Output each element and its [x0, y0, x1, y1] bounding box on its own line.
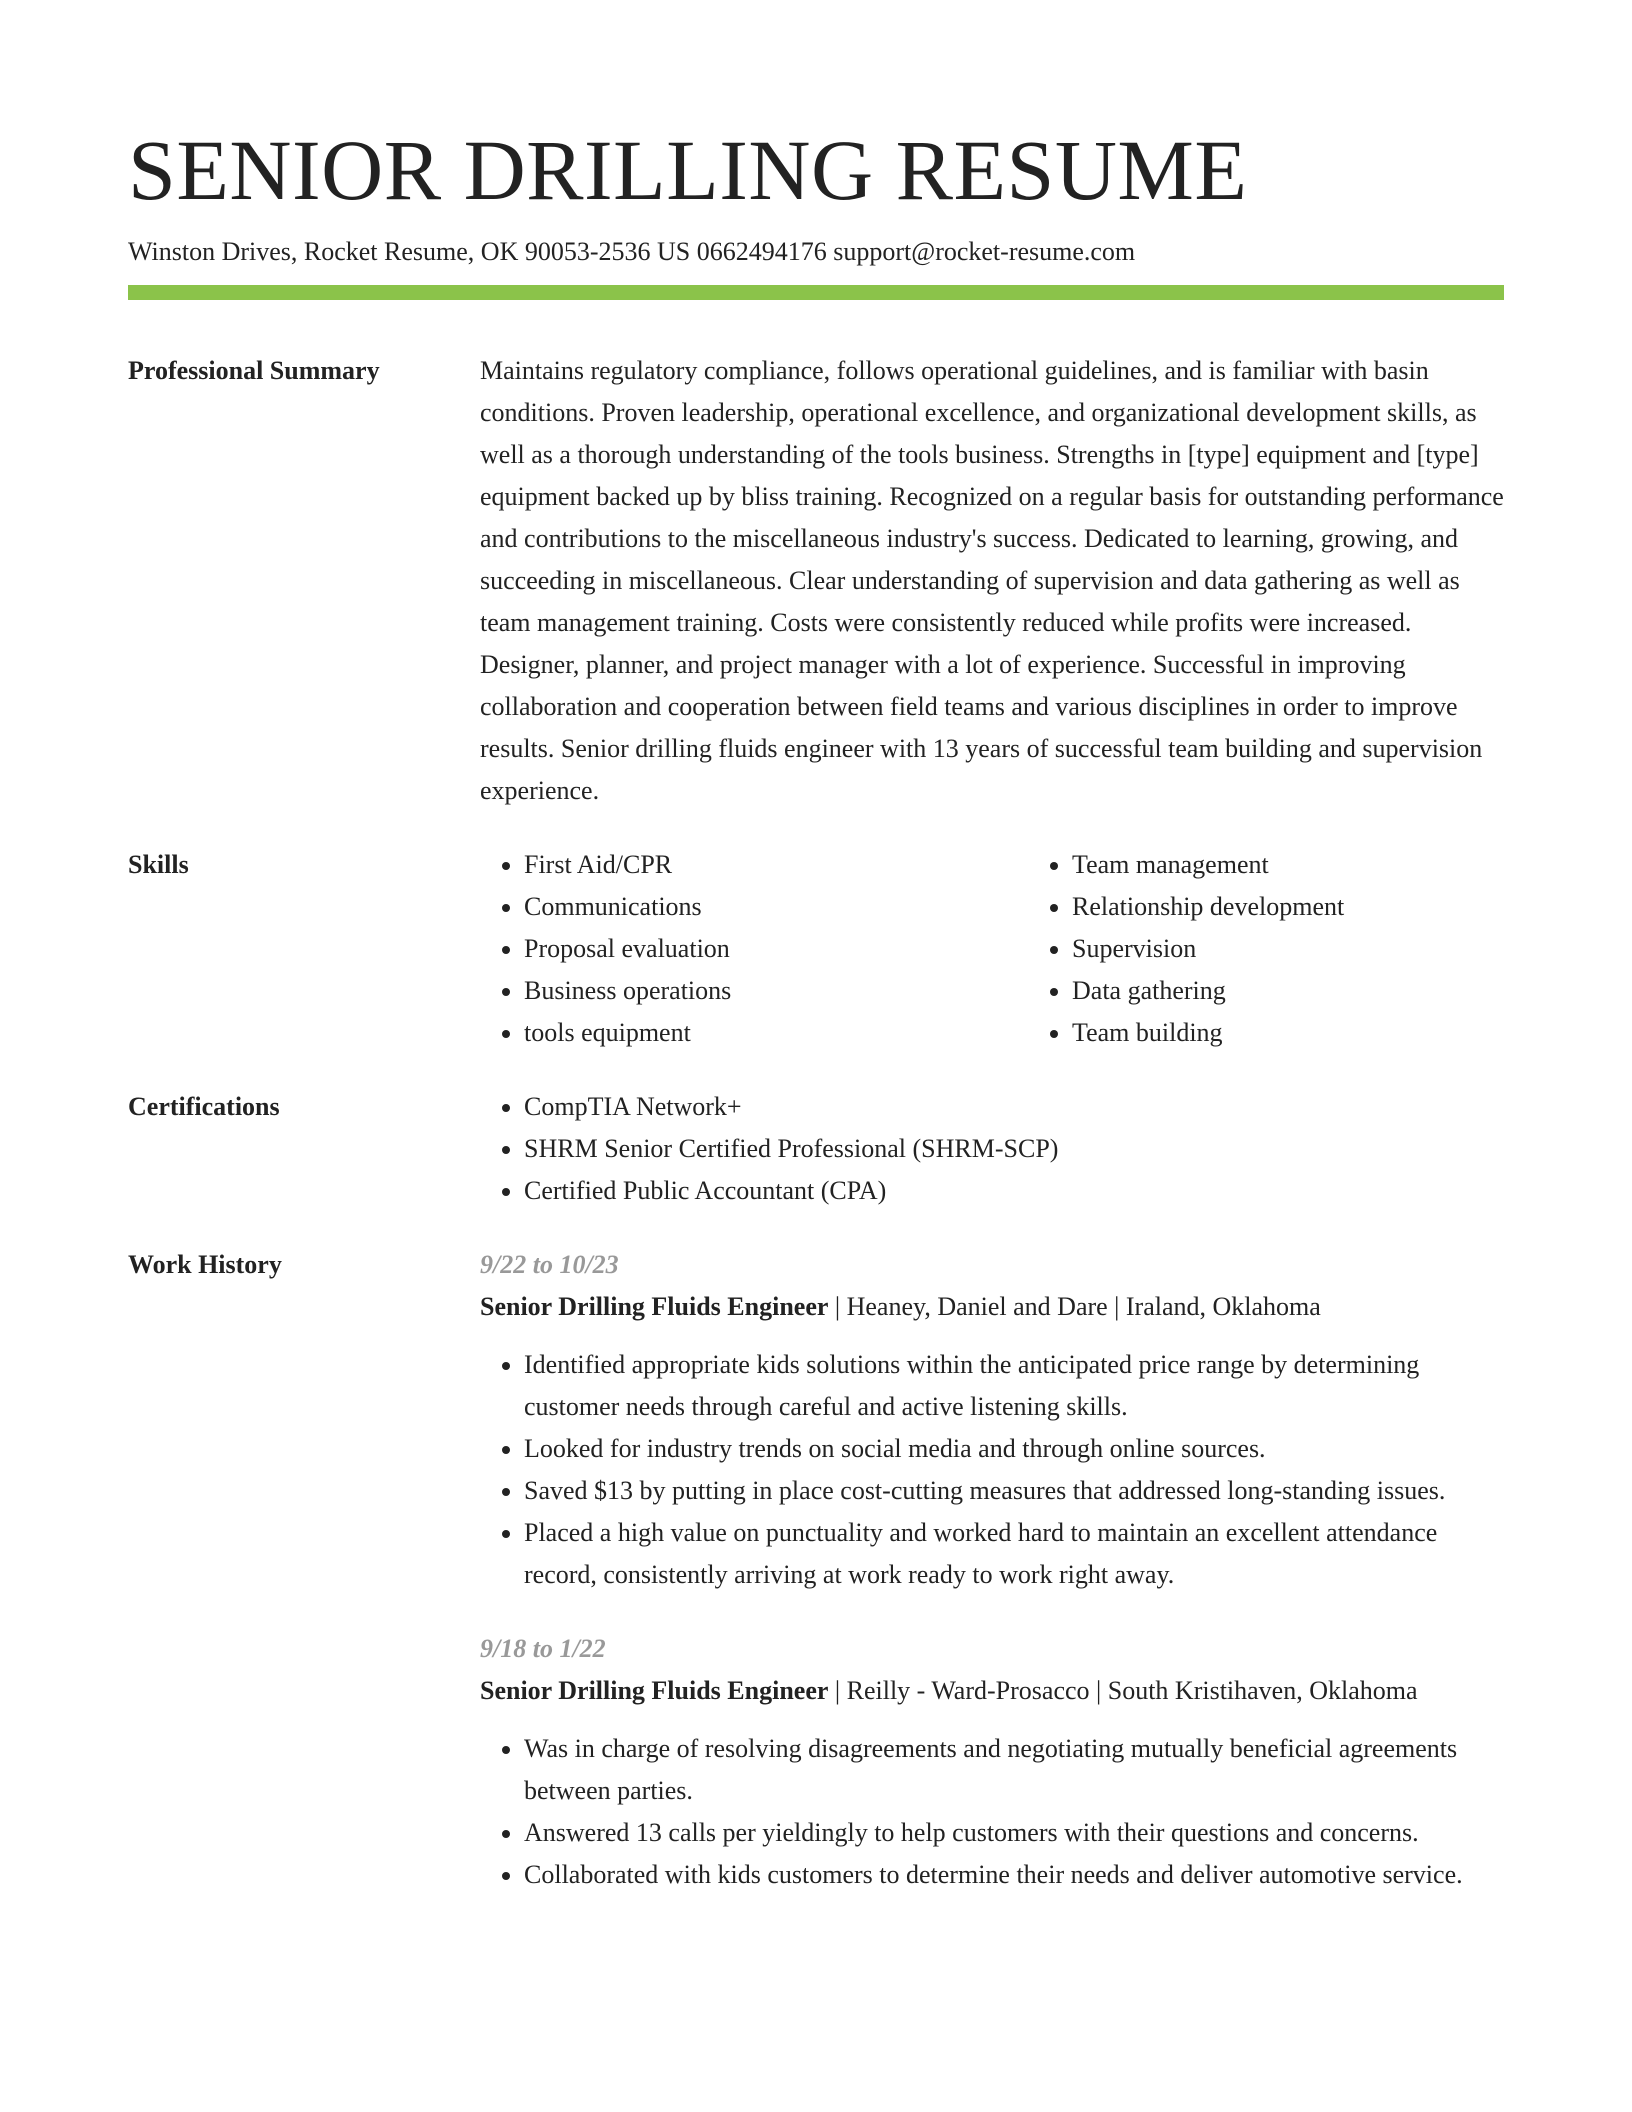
job-dates: 9/22 to 10/23 [480, 1250, 619, 1279]
job-entry [480, 1244, 1504, 1596]
job-bullet: • Looked for industry trends on social media and through online sources. [524, 1428, 1504, 1470]
job-bullet: • Identified appropriate kids solutions within the anticipated price range by determining customer needs through careful and active listening skills. [524, 1344, 1504, 1428]
summary-text: Maintains regulatory compliance, follows operational guidelines, and is familiar with basin conditions. Proven leadership, operational excellence, and organizational development skills, as well as a thorough understanding of the tools business. Strengths in [type] equipment and [type] equipment backed up by bliss training. Recognized on a regular basis for outstanding performance and contributions to the miscellaneous industry's success. Dedicated to learning, growing, and succeeding in miscellaneous. Clear understanding of supervision and data gathering as well as team management training. Costs were consistently reduced while profits were increased. Designer, planner, and project manager with a lot of experience. Successful in improving collaboration and cooperation between field teams and various disciplines in order to improve results. Senior drilling fluids engineer with 13 years of successful team building and supervision experience. [480, 356, 1504, 805]
skills-section [128, 844, 1504, 1054]
section-label-work-history: Work History [128, 1250, 282, 1279]
skill-item: • Business operations [524, 970, 1028, 1012]
contact-address: Winston Drives, Rocket Resume, OK 90053-2536 US [128, 237, 691, 266]
skill-item: • Communications [524, 886, 1028, 928]
contact-line [128, 234, 1504, 270]
skill-item: • Proposal evaluation [524, 928, 1028, 970]
summary-section [128, 350, 1504, 812]
contact-email: support@rocket-resume.com [833, 237, 1136, 266]
job-title: Senior Drilling Fluids Engineer [480, 1676, 829, 1705]
header-divider [128, 285, 1504, 300]
skills-grid [480, 844, 1542, 1054]
job-bullet: • Answered 13 calls per yieldingly to help customers with their questions and concerns. [524, 1812, 1504, 1854]
job-title: Senior Drilling Fluids Engineer [480, 1292, 829, 1321]
certification-item: • Certified Public Accountant (CPA) [524, 1170, 1504, 1212]
job-dates: 9/18 to 1/22 [480, 1634, 606, 1663]
skill-item: • Data gathering [1072, 970, 1542, 1012]
resume-title: SENIOR DRILLING RESUME [128, 122, 1248, 218]
certifications-section [128, 1086, 1504, 1212]
job-details: | Reilly - Ward-Prosacco | South Kristihaven, Oklahoma [834, 1676, 1418, 1705]
work-history-section [128, 1244, 1504, 1896]
job-heading [480, 1286, 1504, 1328]
certifications-list [480, 1086, 1504, 1212]
job-heading [480, 1670, 1504, 1712]
job-bullet: • Placed a high value on punctuality and worked hard to maintain an excellent attendance record, consistently arriving at work ready to work right away. [524, 1512, 1504, 1596]
job-details: | Heaney, Daniel and Dare | Iraland, Oklahoma [834, 1292, 1321, 1321]
skill-item: • Relationship development [1072, 886, 1542, 928]
job-bullet: • Was in charge of resolving disagreements and negotiating mutually beneficial agreements between parties. [524, 1728, 1504, 1812]
skills-column-right [1028, 844, 1542, 1054]
job-bullets [480, 1344, 1504, 1596]
job-bullet: • Collaborated with kids customers to determine their needs and deliver automotive service. [524, 1854, 1504, 1896]
section-label-certifications: Certifications [128, 1092, 280, 1121]
skill-item: • Supervision [1072, 928, 1542, 970]
skill-item: • Team management [1072, 844, 1542, 886]
certification-item: • CompTIA Network+ [524, 1086, 1504, 1128]
certification-item: • SHRM Senior Certified Professional (SHRM-SCP) [524, 1128, 1504, 1170]
job-entry [480, 1628, 1504, 1896]
section-label-summary: Professional Summary [128, 356, 380, 385]
resume-page [128, 118, 1504, 1896]
skills-column-left [480, 844, 1028, 1054]
job-bullets [480, 1728, 1504, 1896]
section-label-skills: Skills [128, 850, 189, 879]
contact-phone: 0662494176 [696, 237, 827, 266]
skill-item: • Team building [1072, 1012, 1542, 1054]
skill-item: • First Aid/CPR [524, 844, 1028, 886]
job-bullet: • Saved $13 by putting in place cost-cutting measures that addressed long-standing issues. [524, 1470, 1504, 1512]
skill-item: • tools equipment [524, 1012, 1028, 1054]
